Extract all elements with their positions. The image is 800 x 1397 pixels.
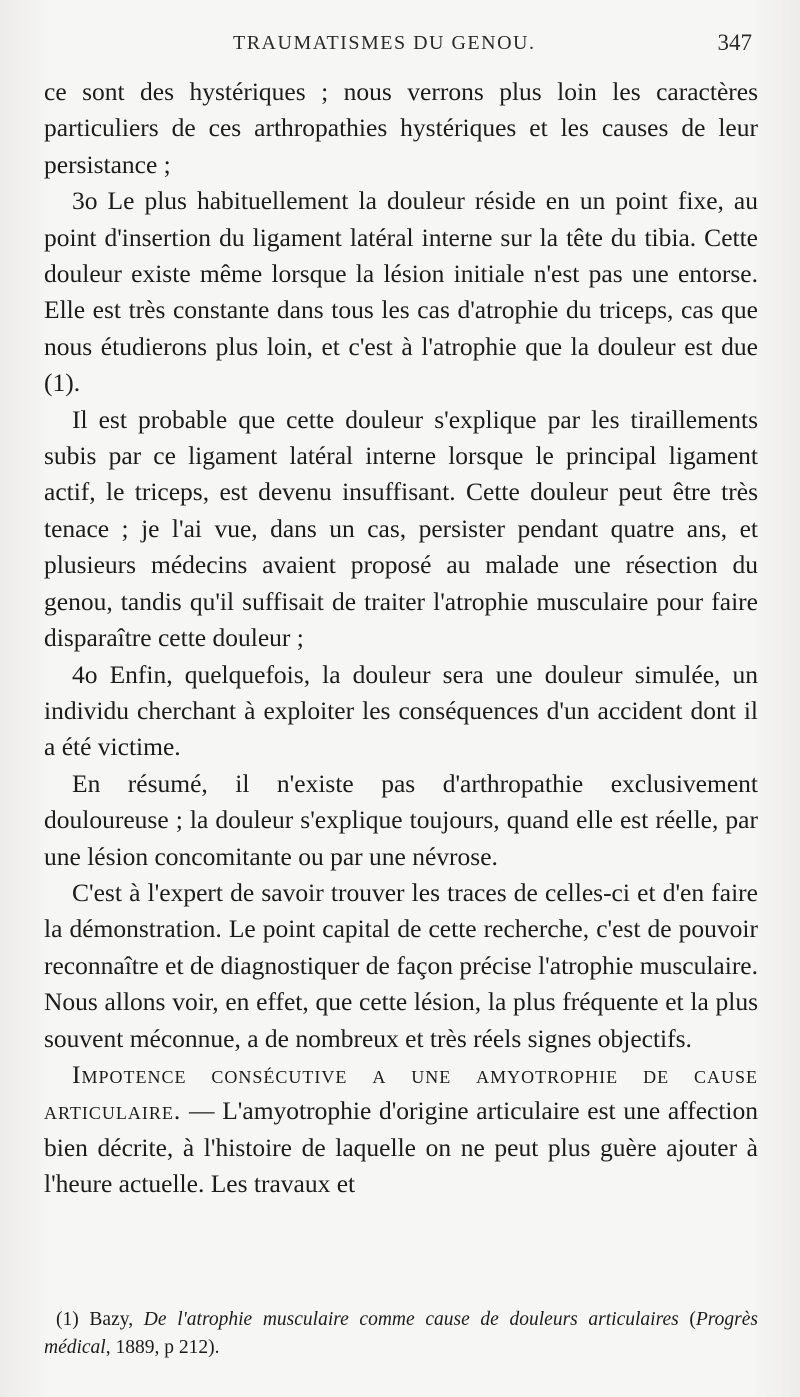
running-head: TRAUMATISMES DU GENOU. (233, 32, 536, 54)
paragraph-3: Il est probable que cette douleur s'explique par les tiraillements subis par ce ligament latéral interne lorsque le principal ligament actif, le triceps, est devenu insuffisant. Cette douleur peut être très tenace ; je l'ai vue, dans un cas, persister pendant quatre ans, et plusieurs médecins avaient proposé au malade une résection du genou, tandis qu'il suffisait de traiter l'atrophie musculaire pour faire disparaître cette douleur ; (44, 404, 758, 653)
footnote (44, 1306, 758, 1362)
section-text: — L'amyotrophie d'origine articulaire est une affection bien décrite, à l'histoire de laquelle on ne peut plus guère ajouter à l'heure actuelle. Les travaux et (44, 1096, 758, 1199)
footnote-mid: ( (678, 1309, 696, 1330)
footnote-marker: (1) Bazy, (56, 1309, 144, 1330)
footnote-title: De l'atrophie musculaire comme cause de douleurs articulaires (143, 1309, 679, 1330)
paragraph-5: En résumé, il n'existe pas d'arthropathie exclusivement douloureuse ; la douleur s'explique toujours, quand elle est réelle, par une lésion concomitante ou par une névrose. (44, 768, 758, 871)
paragraph-1: ce sont des hystériques ; nous verrons plus loin les caractères particuliers de ces arthropathies hystériques et les causes de leur persistance ; (44, 77, 758, 179)
footnote-end: , 1889, p 212). (105, 1337, 220, 1358)
paragraph-6: C'est à l'expert de savoir trouver les traces de celles-ci et d'en faire la démonstration. Le point capital de cette recherche, c'est de pouvoir reconnaître et de diagnostiquer de façon précise l'atrophie musculaire. Nous allons voir, en effet, que cette lésion, la plus fréquente et la plus souvent méconnue, a de nombreux et très réels signes objectifs. (44, 877, 758, 1053)
paragraph-2: 3o Le plus habituellement la douleur réside en un point fixe, au point d'insertion du ligament latéral interne sur la tête du tibia. Cette douleur existe même lorsque la lésion initiale n'est pas une entorse. Elle est très constante dans tous les cas d'atrophie du triceps, cas que nous étudierons plus loin, et c'est à l'atrophie que la douleur est due (1). (44, 186, 758, 398)
body-text (44, 74, 758, 1203)
footnote-journal: Progrès médical (44, 1309, 758, 1358)
page-header (48, 32, 752, 62)
page-number: 347 (717, 30, 752, 55)
paragraph-4: 4o Enfin, quelquefois, la douleur sera une douleur simulée, un individu cherchant à exploiter les conséquences d'un accident dont il a été victime. (44, 659, 758, 762)
paragraph-7 (44, 1057, 758, 1203)
section-title: Impotence consécutive a une amyotrophie de cause articulaire. (44, 1059, 758, 1126)
